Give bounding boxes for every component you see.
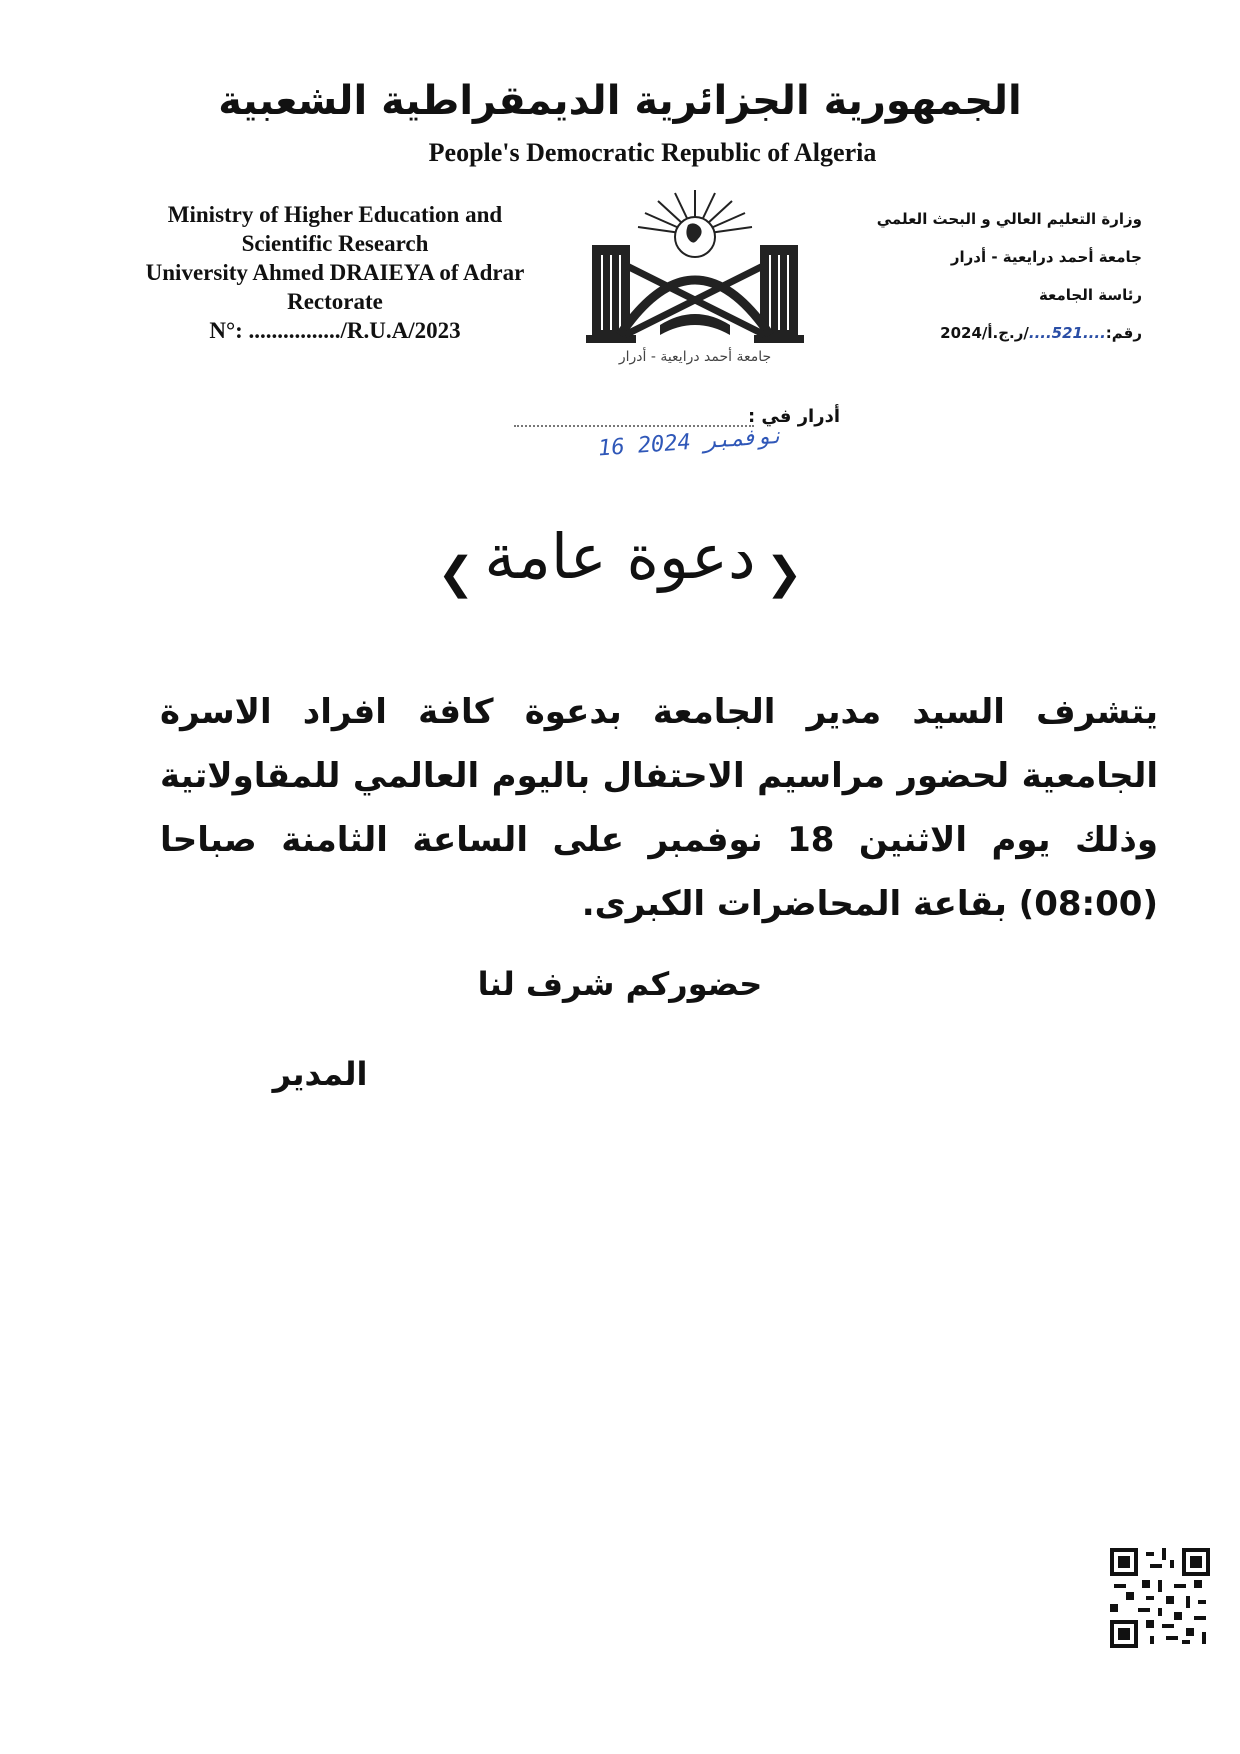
university-english: University Ahmed DRAIEYA of Adrar	[145, 260, 525, 285]
republic-title-english: People's Democratic Republic of Algeria	[428, 138, 877, 167]
closing-line: حضوركم شرف لنا	[477, 965, 763, 1003]
logo-caption: جامعة أحمد درايعية - أدرار	[618, 349, 772, 365]
reference-number-arabic	[842, 314, 1142, 352]
place-label: أدرار في :	[747, 406, 840, 427]
letterhead-english	[140, 200, 530, 345]
invitation-body: يتشرف السيد مدير الجامعة بدعوة كافة افراد الاسرة الجامعية لحضور مراسيم الاحتفال باليوم العالمي للمقاولاتية وذلك يوم الاثنين 18 نوفمبر على الساعة الثامنة صباحا (08:00) بقاعة المحاضرات الكبرى.	[160, 692, 1158, 924]
place-date	[510, 400, 840, 460]
reference-number-english: N°: ................/R.U.A/2023	[209, 318, 461, 343]
republic-title-arabic: الجمهورية الجزائرية الديمقراطية الشعبية	[218, 78, 1022, 124]
signature-title: المدير	[272, 1055, 368, 1093]
reference-handwritten-number: ....521....	[1028, 324, 1106, 342]
university-arabic: جامعة أحمد درايعية - أدرار	[950, 248, 1142, 266]
book-icon	[660, 314, 730, 335]
reference-label: رقم:	[1105, 324, 1142, 342]
document-title: دعوة عامة	[484, 520, 756, 593]
rectorate-arabic: رئاسة الجامعة	[1038, 286, 1142, 304]
rectorate-english: Rectorate	[287, 289, 383, 314]
date-dotted-line	[514, 425, 754, 427]
date-stamp: 16 نوفمبر 2024	[597, 423, 785, 462]
qr-code-icon	[1110, 1548, 1210, 1648]
letterhead-arabic	[842, 200, 1142, 352]
ministry-arabic: وزارة التعليم العالي و البحث العلمي	[876, 210, 1142, 228]
ministry-english: Ministry of Higher Education and Scientific Research	[167, 202, 503, 256]
reference-suffix: /ر.ج.أ/2024	[940, 324, 1029, 342]
title-ornament-left-icon: ❯	[765, 548, 803, 599]
university-logo	[580, 185, 810, 365]
gate-towers-icon	[586, 245, 804, 343]
title-container	[0, 520, 1240, 599]
title-ornament-right-icon: ❮	[437, 548, 475, 599]
